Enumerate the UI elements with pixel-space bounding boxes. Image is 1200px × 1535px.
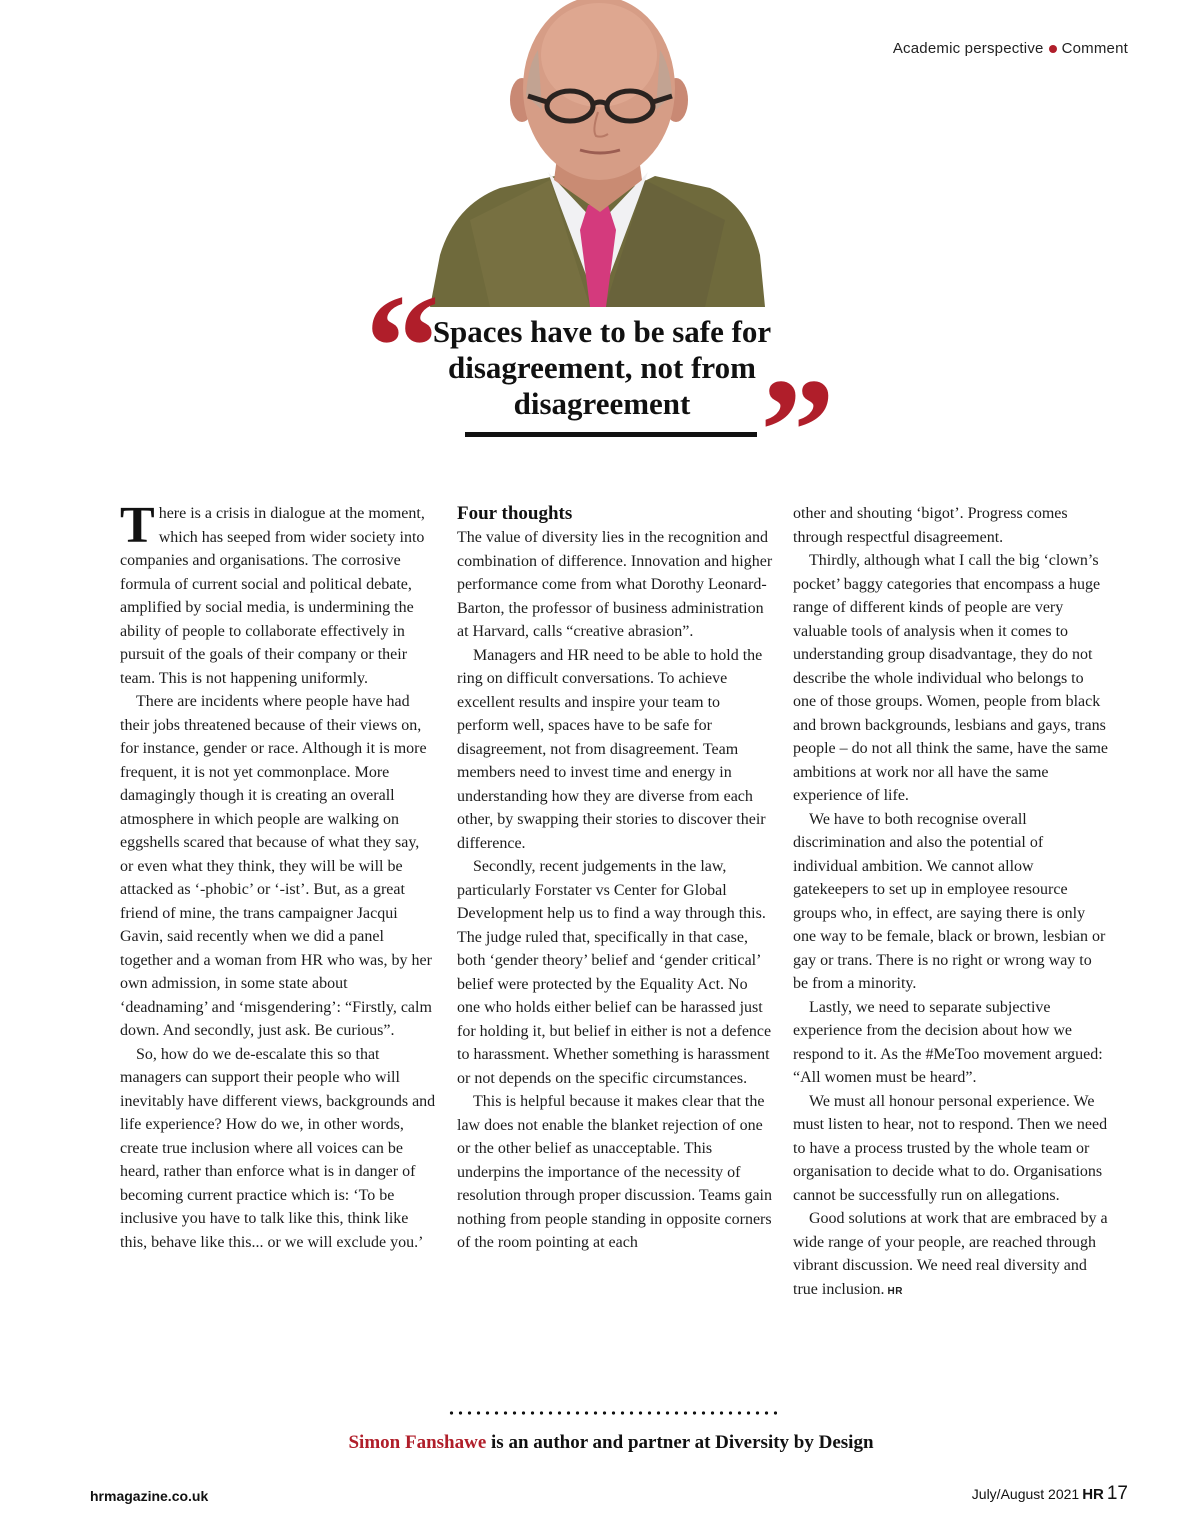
article-paragraph: Thirdly, although what I call the big ‘clown’s pocket’ baggy categories that encompass a huge range of different kinds of people are very valuable tools of analysis when it comes to understanding group disadvantage, they do not describe the whole individual who belongs to one of those groups. Women, people from black and brown backgrounds, lesbians and gays, trans people – do not all think the same, have the same ambitions at work nor all have the same experience of life. [793,552,1109,804]
article-paragraph: other and shouting ‘bigot’. Progress comes through respectful disagreement. [793,505,1068,546]
article-column-2 [457,502,773,1255]
article-paragraph: There are incidents where people have had their jobs threatened because of their views on, for instance, gender or race. Although it is more frequent, it is not yet commonplace. More damagingly though it is creating an overall atmosphere in which people are walking on eggshells scared that because of what they say, or even what they think, they will be will be attacked as ‘-phobic’ or ‘-ist’. But, as a great friend of mine, the trans campaigner Jacqui Gavin, said recently when we did a panel together and a woman from HR who was, by her own admission, in some state about ‘deadnaming’ and ‘misgendering’: “Firstly, calm down. And secondly, just ask. Be curious”. [120,693,432,1039]
paragraph-text: Good solutions at work that are embraced by a wide range of your people, are reached through vibrant discussion. We need real diversity and true inclusion. [793,1210,1108,1298]
issue-date: July/August 2021 [971,1486,1080,1502]
page-number: 17 [1106,1483,1128,1504]
subheading: Four thoughts [457,503,573,524]
article-paragraph: Lastly, we need to separate subjective experience from the decision about how we respond to it. As the #MeToo movement argued: “All women must be heard”. [793,998,1103,1086]
pull-quote: Spaces have to be safe for disagreement, not from disagreement [432,314,772,421]
section-header [893,40,1128,57]
close-quote-icon: ” [760,348,835,514]
end-mark-icon: HR [887,1285,903,1297]
article-paragraph [793,1207,1109,1303]
paragraph-text: here is a crisis in dialogue at the moment, which has seeped from wider society into companies and organisations. The corrosive formula of current social and political debate, amplified by social media, is undermining the ability of people to collaborate effectively in pursuit of the goals of their company or their team. This is not happening uniformly. [120,505,425,687]
article-paragraph: Managers and HR need to be able to hold the ring on difficult conversations. To achieve excellent results and inspire your team to perform well, spaces have to be safe for disagreement, not from disagreement. Team members need to invest time and energy in understanding how they are diverse from each other, by swapping their stories to discover their difference. [457,646,766,852]
article-paragraph: Secondly, recent judgements in the law, particularly Forstater vs Center for Global Development help us to find a way through this. The judge ruled that, specifically in that case, both ‘gender theory’ belief and ‘gender critical’ belief were protected by the Equality Act. No one who holds either belief can be harassed just for holding it, but belief in either is not a defence to harassment. Whether something is harassment or not depends on the specific circumstances. [457,858,772,1087]
pull-quote-rule [465,432,757,437]
article-paragraph: We must all honour personal experience. We must listen to hear, not to respond. Then we need to have a process trusted by the whole team or organisation to decide what to do. Organisations cannot be successfully run on allegations. [793,1092,1108,1204]
magazine-brand: HR [1082,1486,1104,1503]
category-label: Comment [1061,40,1128,57]
article-paragraph: So, how do we de-escalate this so that managers can support their people who will inevitably have different views, backgrounds and life experience? How do we, in other words, create true inclusion where all voices can be heard, rather than enforce what is in danger of becoming current practice which is: ‘To be inclusive you have to talk like this, think like this, behave like this... or we will exclude you.’ [120,1045,436,1251]
article-paragraph: The value of diversity lies in the recognition and combination of difference. Innovation and higher performance come from what Dorothy Leonard-Barton, the professor of business administration at Harvard, calls “creative abrasion”. [457,529,773,640]
author-byline [0,1432,1200,1454]
article-paragraph: This is helpful because it makes clear that the law does not enable the blanket rejection of one or the other belief as unacceptable. This underpins the importance of the necessity of resolution through proper discussion. Teams gain nothing from people standing in opposite corners of the room pointing at each [457,1093,772,1251]
article-column-1 [120,497,436,1254]
article-paragraph: We have to both recognise overall discrimination and also the potential of individual ambition. We cannot allow gatekeepers to set up in employee resource groups who, in effect, are saying there is only one way to be female, black or brown, lesbian or gay or trans. There is no right or wrong way to be from a minority. [793,810,1106,992]
dotted-divider [447,1410,777,1416]
footer-website: hrmagazine.co.uk [90,1488,209,1504]
article-column-3 [793,502,1109,1303]
author-name: Simon Fanshawe [348,1432,487,1453]
drop-cap: T [120,497,155,554]
author-bio: is an author and partner at Diversity by Design [486,1432,874,1453]
footer-issue [972,1483,1128,1505]
author-portrait [430,0,765,307]
article-paragraph [120,497,436,690]
open-quote-icon: “ [365,264,440,430]
bullet-icon [1049,45,1057,53]
section-label: Academic perspective [892,40,1044,57]
